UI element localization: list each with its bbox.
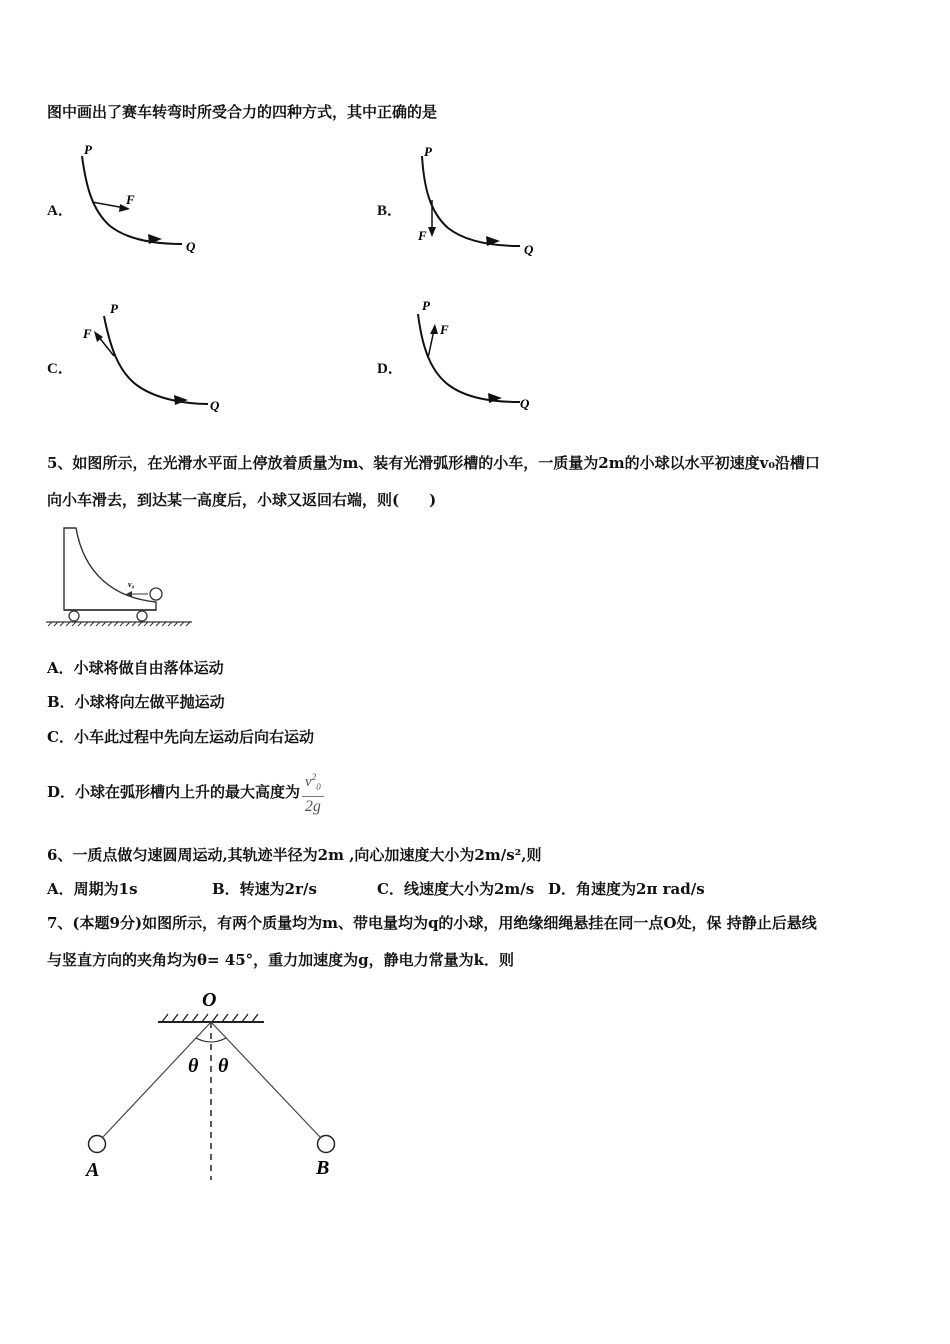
label-f: F: [126, 192, 135, 207]
label-theta-right: θ: [218, 1055, 229, 1077]
max-height-fraction: $\frac{v^2_0}{2g}$: [302, 769, 324, 817]
label-p: P: [422, 298, 430, 313]
q5-stem-line1: 5、如图所示，在光滑水平面上停放着质量为m、装有光滑弧形槽的小车，一质量为2m的小球以水平初速度v₀沿槽口: [47, 454, 820, 472]
q7-stem-line1: 7、(本题9分)如图所示，有两个质量均为m、带电量均为q的小球，用绝缘细绳悬挂在同一点O处，保 持静止后悬线: [47, 914, 817, 932]
label-f: F: [418, 228, 427, 243]
q7-stem-line2: 与竖直方向的夹角均为θ= 45°，重力加速度为g，静电力常量为k．则: [47, 951, 515, 969]
q4-figure-d: [408, 296, 558, 421]
label-theta-left: θ: [188, 1055, 199, 1077]
q6-option-b[interactable]: B．转速为2r/s: [212, 880, 317, 898]
q4-option-a-label[interactable]: A．: [47, 203, 73, 219]
label-p: P: [84, 142, 92, 157]
q5-cart-figure: [44, 524, 196, 630]
label-p: P: [110, 301, 118, 316]
label-q: Q: [210, 398, 220, 413]
q4-figure-b: [408, 138, 548, 263]
q4-stem: 图中画出了赛车转弯时所受合力的四种方式，其中正确的是: [47, 103, 438, 121]
label-v0: v₀: [128, 580, 135, 589]
label-q: Q: [524, 242, 534, 257]
q6-option-d[interactable]: D．角速度为2π rad/s: [548, 880, 705, 898]
label-a: A: [86, 1159, 100, 1181]
q4-figure-c: [78, 296, 228, 421]
q5-option-c[interactable]: C．小车此过程中先向左运动后向右运动: [47, 728, 314, 746]
q5-option-b[interactable]: B．小球将向左做平抛运动: [47, 693, 225, 711]
q5-option-d-text: D．小球在弧形槽内上升的最大高度为: [47, 783, 301, 801]
label-o: O: [202, 989, 217, 1011]
q7-pendulum-figure: [78, 984, 358, 1184]
q4-option-b-label[interactable]: B．: [377, 203, 403, 219]
q6-option-a[interactable]: A．周期为1s: [47, 880, 138, 898]
label-q: Q: [186, 239, 196, 254]
q4-figure-a: [70, 138, 210, 263]
q5-option-d[interactable]: [47, 764, 324, 820]
q6-stem: 6、一质点做匀速圆周运动,其轨迹半径为2m ,向心加速度大小为2m/s²,则: [47, 846, 542, 864]
label-f: F: [440, 322, 449, 337]
q5-stem-line2: 向小车滑去，到达某一高度后，小球又返回右端，则( ): [47, 491, 437, 509]
label-b: B: [316, 1157, 330, 1179]
q4-option-d-label[interactable]: D．: [377, 361, 403, 377]
q6-option-c[interactable]: C．线速度大小为2m/s: [377, 880, 535, 898]
q5-option-a[interactable]: A．小球将做自由落体运动: [47, 659, 224, 677]
label-p: P: [424, 144, 432, 159]
q4-option-c-label[interactable]: C．: [47, 361, 73, 377]
label-q: Q: [520, 396, 530, 411]
label-f: F: [83, 326, 92, 341]
